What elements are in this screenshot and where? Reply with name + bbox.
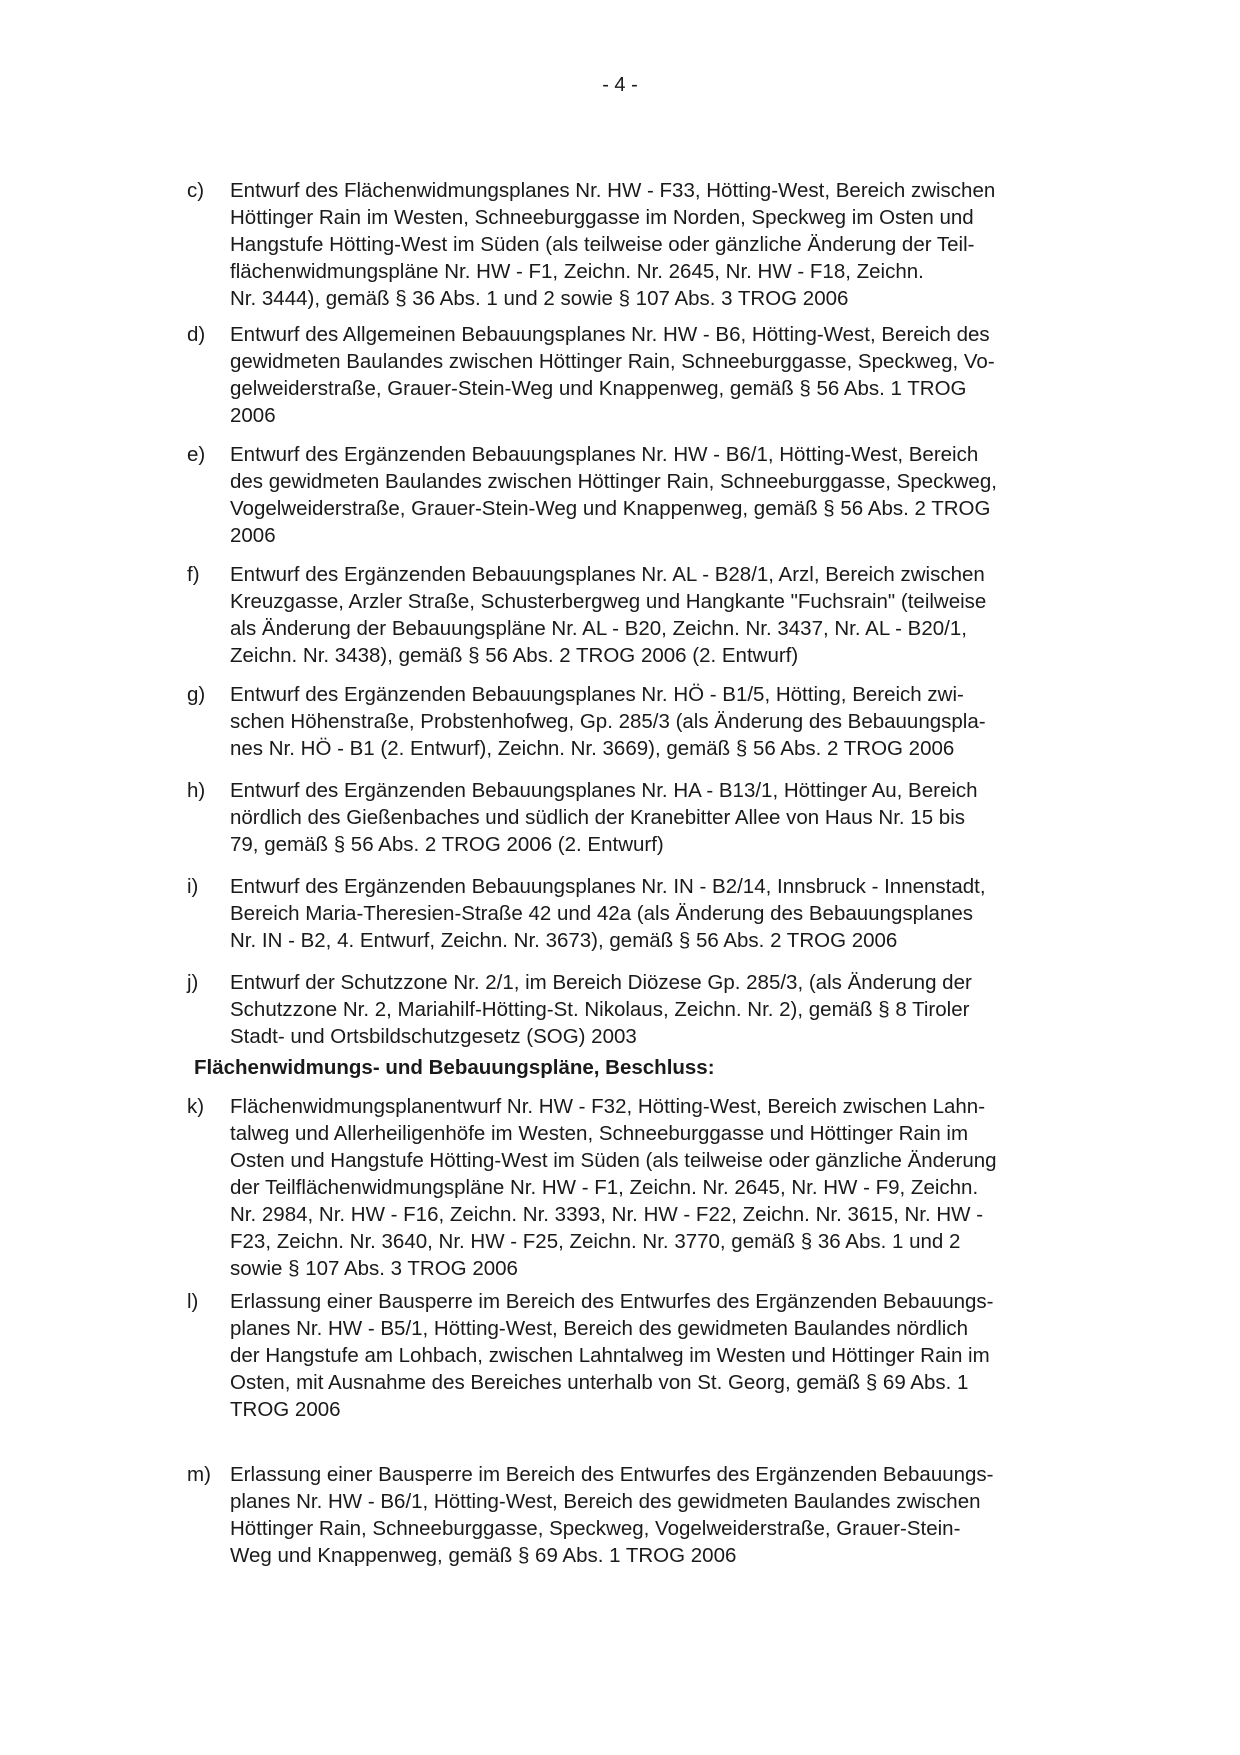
list-item-label: k) — [187, 1095, 205, 1118]
list-item-label: g) — [187, 683, 206, 706]
list-item-label: h) — [187, 779, 206, 802]
section-heading: Flächenwidmungs- und Bebauungspläne, Beschluss: — [194, 1056, 715, 1079]
list-item-text: Flächenwidmungsplanentwurf Nr. HW - F32, Hötting-West, Bereich zwischen Lahn- talweg und Allerheiligenhöfe im Westen, Schneeburggasse und Höttinger Rain im Osten und Hangstufe Hötting-West im Süden (als teilweise oder gänzliche Änderung der Teilflächenwidmungspläne Nr. HW - F1, Zeichn. Nr. 2645, Nr. HW - F9, Zeichn. Nr. 2984, Nr. HW - F16, Zeichn. Nr. 3393, Nr. HW - F22, Zeichn. Nr. 3615, Nr. HW - F23, Zeichn. Nr. 3640, Nr. HW - F25, Zeichn. Nr. 3770, gemäß § 36 Abs. 1 und 2 sowie § 107 Abs. 3 TROG 2006 — [230, 1095, 997, 1280]
list-item — [187, 177, 1087, 312]
list-item — [187, 561, 1087, 669]
list-item-label: m) — [187, 1463, 211, 1486]
list-item — [187, 969, 1087, 1050]
list-item-text: Entwurf der Schutzzone Nr. 2/1, im Bereich Diözese Gp. 285/3, (als Änderung der Schutzzone Nr. 2, Mariahilf-Hötting-St. Nikolaus, Zeichn. Nr. 2), gemäß § 8 Tiroler Stadt- und Ortsbildschutzgesetz (SOG) 2003 — [230, 971, 972, 1048]
list-item-label: j) — [187, 971, 199, 994]
list-item — [187, 441, 1087, 549]
list-item-text: Entwurf des Ergänzenden Bebauungsplanes Nr. HÖ - B1/5, Hötting, Bereich zwi- schen Höhenstraße, Probstenhofweg, Gp. 285/3 (als Änderung des Bebauungspla- nes Nr. HÖ - B1 (2. Entwurf), Zeichn. Nr. 3669), gemäß § 56 Abs. 2 TROG 2006 — [230, 683, 986, 760]
list-item — [187, 873, 1087, 954]
page-number: - 4 - — [602, 74, 638, 96]
list-item-text: Erlassung einer Bausperre im Bereich des Entwurfes des Ergänzenden Bebauungs- planes Nr. HW - B5/1, Hötting-West, Bereich des gewidmeten Baulandes nördlich der Hangstufe am Lohbach, zwischen Lahntalweg im Westen und Höttinger Rain im Osten, mit Ausnahme des Bereiches unterhalb von St. Georg, gemäß § 69 Abs. 1 TROG 2006 — [230, 1290, 994, 1421]
list-item-text: Erlassung einer Bausperre im Bereich des Entwurfes des Ergänzenden Bebauungs- planes Nr. HW - B6/1, Hötting-West, Bereich des gewidmeten Baulandes zwischen Höttinger Rain, Schneeburggasse, Speckweg, Vogelweiderstraße, Grauer-Stein- Weg und Knappenweg, gemäß § 69 Abs. 1 TROG 2006 — [230, 1463, 994, 1567]
list-item-label: l) — [187, 1290, 199, 1313]
list-item — [187, 777, 1087, 858]
list-item — [187, 1093, 1087, 1282]
list-item-label: d) — [187, 323, 206, 346]
list-item-text: Entwurf des Ergänzenden Bebauungsplanes Nr. HA - B13/1, Höttinger Au, Bereich nördlich des Gießenbaches und südlich der Kranebitter Allee von Haus Nr. 15 bis 79, gemäß § 56 Abs. 2 TROG 2006 (2. Entwurf) — [230, 779, 978, 856]
list-item — [187, 1288, 1087, 1423]
list-item-text: Entwurf des Ergänzenden Bebauungsplanes Nr. IN - B2/14, Innsbruck - Innenstadt, Bereich Maria-Theresien-Straße 42 und 42a (als Änderung des Bebauungsplanes Nr. IN - B2, 4. Entwurf, Zeichn. Nr. 3673), gemäß § 56 Abs. 2 TROG 2006 — [230, 875, 986, 952]
list-item-text: Entwurf des Allgemeinen Bebauungsplanes Nr. HW - B6, Hötting-West, Bereich des gewidmeten Baulandes zwischen Höttinger Rain, Schneeburggasse, Speckweg, Vo- gelweiderstraße, Grauer-Stein-Weg und Knappenweg, gemäß § 56 Abs. 1 TROG 2006 — [230, 323, 995, 427]
list-item-text: Entwurf des Flächenwidmungsplanes Nr. HW - F33, Hötting-West, Bereich zwischen Höttinger Rain im Westen, Schneeburggasse im Norden, Speckweg im Osten und Hangstufe Hötting-West im Süden (als teilweise oder gänzliche Änderung der Teil- flächenwidmungspläne Nr. HW - F1, Zeichn. Nr. 2645, Nr. HW - F18, Zeichn. Nr. 3444), gemäß § 36 Abs. 1 und 2 sowie § 107 Abs. 3 TROG 2006 — [230, 179, 996, 310]
list-item-label: c) — [187, 179, 205, 202]
list-item-text: Entwurf des Ergänzenden Bebauungsplanes Nr. AL - B28/1, Arzl, Bereich zwischen Kreuzgasse, Arzler Straße, Schusterbergweg und Hangkante "Fuchsrain" (teilweise als Änderung der Bebauungspläne Nr. AL - B20, Zeichn. Nr. 3437, Nr. AL - B20/1, Zeichn. Nr. 3438), gemäß § 56 Abs. 2 TROG 2006 (2. Entwurf) — [230, 563, 987, 667]
list-item — [187, 1461, 1087, 1569]
list-item-label: e) — [187, 443, 206, 466]
list-item — [187, 321, 1087, 429]
list-item-text: Entwurf des Ergänzenden Bebauungsplanes Nr. HW - B6/1, Hötting-West, Bereich des gewidmeten Baulandes zwischen Höttinger Rain, Schneeburggasse, Speckweg, Vogelweiderstraße, Grauer-Stein-Weg und Knappenweg, gemäß § 56 Abs. 2 TROG 2006 — [230, 443, 997, 547]
list-item-label: f) — [187, 563, 200, 586]
list-item-label: i) — [187, 875, 199, 898]
list-item — [187, 681, 1087, 762]
